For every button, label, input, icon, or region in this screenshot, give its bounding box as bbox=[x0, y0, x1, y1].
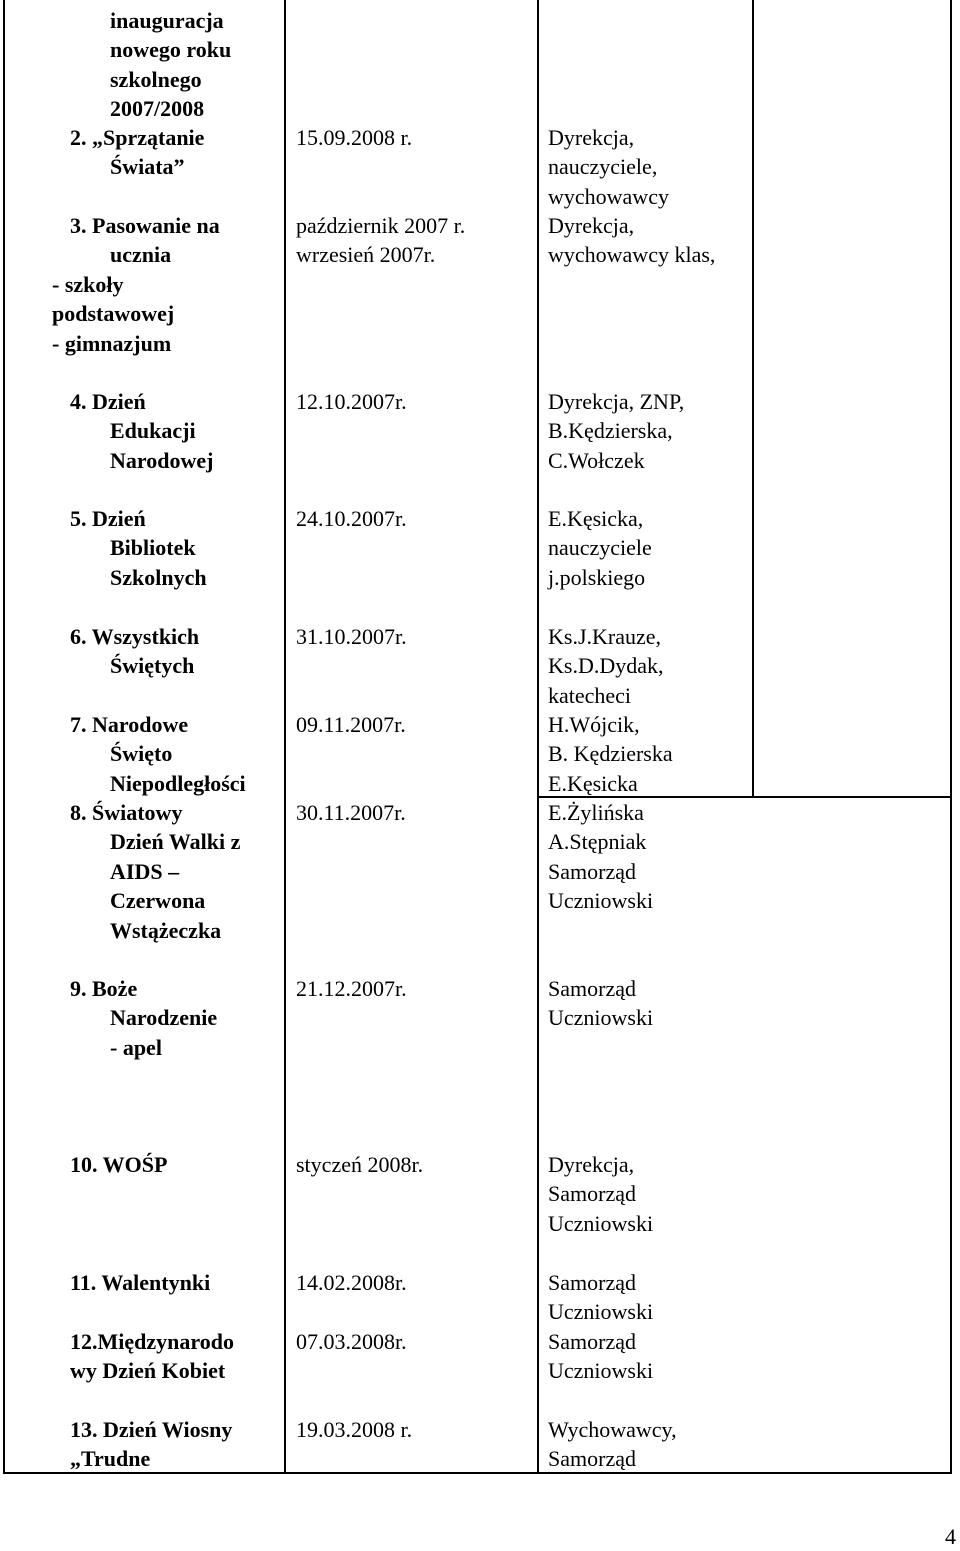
responsible-line: A.Stępniak bbox=[548, 829, 647, 855]
event-line: - gimnazjum bbox=[52, 330, 172, 356]
event-line: Świętych bbox=[110, 653, 195, 679]
responsible-line: Dyrekcja, bbox=[548, 1152, 635, 1177]
event-line: Narodzenie bbox=[110, 1005, 218, 1031]
responsible-line: Ks.D.Dydak, bbox=[548, 653, 664, 679]
date-line: 15.09.2008 r. bbox=[296, 125, 413, 150]
event-line: Czerwona bbox=[110, 888, 206, 914]
table-border bbox=[3, 0, 5, 1474]
date-line: wrzesień 2007r. bbox=[296, 242, 436, 268]
responsible-line: Uczniowski bbox=[548, 1005, 654, 1031]
responsible-line: Wychowawcy, bbox=[548, 1417, 677, 1442]
event-line: 13. Dzień Wiosny bbox=[70, 1417, 233, 1442]
responsible-line: Uczniowski bbox=[548, 1299, 654, 1325]
event-line: 11. Walentynki bbox=[70, 1270, 211, 1295]
event-line: Świata” bbox=[110, 154, 185, 180]
date-line: 24.10.2007r. bbox=[296, 506, 407, 531]
responsible-line: H.Wójcik, bbox=[548, 712, 640, 737]
event-line: 2. „Sprzątanie bbox=[70, 125, 205, 150]
responsible-line: Samorząd bbox=[548, 1329, 636, 1354]
responsible-line: nauczyciele, bbox=[548, 154, 658, 180]
table-border bbox=[950, 0, 952, 1474]
table-border bbox=[537, 0, 539, 1474]
responsible-line: Uczniowski bbox=[548, 1358, 654, 1384]
event-line: Święto bbox=[110, 741, 173, 767]
table-border bbox=[284, 0, 286, 1474]
responsible-line: Samorząd bbox=[548, 1446, 636, 1472]
responsible-line: Uczniowski bbox=[548, 1210, 654, 1236]
event-line: ucznia bbox=[110, 242, 172, 268]
event-line: szkolnego bbox=[110, 66, 202, 92]
responsible-line: C.Wołczek bbox=[548, 447, 645, 473]
event-line: 4. Dzień bbox=[70, 389, 146, 414]
event-line: Narodowej bbox=[110, 447, 214, 473]
responsible-line: Dyrekcja, ZNP, bbox=[548, 389, 685, 414]
responsible-line: katecheci bbox=[548, 682, 632, 708]
event-line: wy Dzień Kobiet bbox=[70, 1358, 226, 1384]
responsible-line: Samorząd bbox=[548, 1181, 636, 1207]
responsible-line: wychowawcy klas, bbox=[548, 242, 716, 268]
event-line: 9. Boże bbox=[70, 976, 138, 1001]
responsible-line: nauczyciele bbox=[548, 535, 652, 561]
responsible-line: Samorząd bbox=[548, 858, 636, 884]
event-line: 8. Światowy bbox=[70, 800, 183, 825]
event-line: 2007/2008 bbox=[110, 96, 205, 122]
date-line: 31.10.2007r. bbox=[296, 624, 407, 649]
responsible-line: E.Kęsicka bbox=[548, 770, 638, 796]
responsible-line: wychowawcy bbox=[548, 183, 669, 209]
event-line: 5. Dzień bbox=[70, 506, 146, 531]
event-line: 7. Narodowe bbox=[70, 712, 189, 737]
responsible-line: B. Kędzierska bbox=[548, 741, 673, 767]
event-line: Wstążeczka bbox=[110, 917, 222, 943]
date-line: 07.03.2008r. bbox=[296, 1329, 407, 1354]
event-line: inauguracja bbox=[110, 8, 224, 33]
event-line: AIDS – bbox=[110, 858, 180, 884]
date-line: 14.02.2008r. bbox=[296, 1270, 407, 1295]
responsible-line: E.Żylińska bbox=[548, 800, 644, 825]
table-border bbox=[752, 0, 754, 798]
event-line: „Trudne bbox=[70, 1446, 151, 1472]
page-number: 4 bbox=[945, 1524, 956, 1549]
date-line: 12.10.2007r. bbox=[296, 389, 407, 414]
event-line: 6. Wszystkich bbox=[70, 624, 200, 649]
date-line: 30.11.2007r. bbox=[296, 800, 406, 825]
date-line: styczeń 2008r. bbox=[296, 1152, 424, 1177]
responsible-line: Uczniowski bbox=[548, 888, 654, 914]
event-line: Szkolnych bbox=[110, 564, 207, 590]
date-line: 09.11.2007r. bbox=[296, 712, 406, 737]
event-line: 10. WOŚP bbox=[70, 1152, 168, 1177]
responsible-line: Ks.J.Krauze, bbox=[548, 624, 662, 649]
responsible-line: Dyrekcja, bbox=[548, 213, 635, 238]
date-line: 19.03.2008 r. bbox=[296, 1417, 413, 1442]
event-line: - apel bbox=[110, 1034, 162, 1060]
event-line: podstawowej bbox=[52, 301, 175, 327]
responsible-line: j.polskiego bbox=[548, 564, 646, 590]
responsible-line: Dyrekcja, bbox=[548, 125, 635, 150]
event-line: 3. Pasowanie na bbox=[70, 213, 220, 238]
date-line: październik 2007 r. bbox=[296, 213, 466, 238]
event-line: Niepodległości bbox=[110, 770, 246, 796]
responsible-line: Samorząd bbox=[548, 1270, 636, 1295]
event-line: - szkoły bbox=[52, 271, 124, 297]
responsible-line: B.Kędzierska, bbox=[548, 418, 673, 444]
event-line: 12.Międzynarodo bbox=[70, 1329, 234, 1354]
event-line: Bibliotek bbox=[110, 535, 196, 561]
event-line: nowego roku bbox=[110, 37, 232, 63]
event-line: Dzień Walki z bbox=[110, 829, 241, 855]
responsible-line: Samorząd bbox=[548, 976, 636, 1001]
date-line: 21.12.2007r. bbox=[296, 976, 407, 1001]
responsible-line: E.Kęsicka, bbox=[548, 506, 644, 531]
event-line: Edukacji bbox=[110, 418, 196, 444]
